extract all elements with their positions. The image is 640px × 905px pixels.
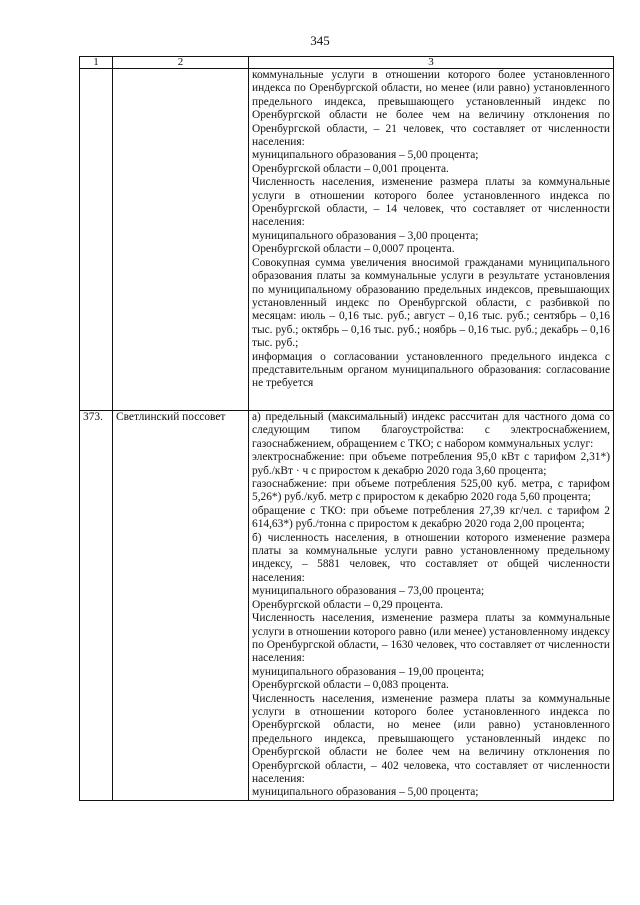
text-paragraph: б) численность населения, в отношении которого изменение размера платы за коммунальные услуги равно установленному предельному индексу, – 5881 человек, что составляет от общей численности населения: [252, 531, 610, 584]
row-number [80, 69, 113, 411]
table-header-row [80, 57, 614, 69]
text-paragraph: Численность населения, изменение размера платы за коммунальные услуги в отношении которого более установленного индекса по Оренбургской области, – 14 человек, что составляет от численности населения: [252, 176, 610, 229]
text-paragraph: Оренбургской области – 0,083 процента. [252, 679, 449, 692]
table-row [80, 69, 614, 411]
document-table [79, 56, 614, 801]
column-header-1: 1 [80, 57, 113, 69]
table-row [80, 411, 614, 801]
column-header-2: 2 [113, 57, 249, 69]
text-paragraph: Совокупная сумма увеличения вносимой гражданами муниципального образования платы за коммунальные услуги в результате установления по муниципальному образованию предельных индексов, превышающих установленный индекс по Оренбургской области, с разбивкой по месяцам: июль – 0,16 тыс. руб.; август – 0,16 тыс. руб.; сентябрь – 0,16 тыс. руб.; октябрь – 0,16 тыс. руб.; ноябрь – 0,16 тыс. руб.; декабрь – 0,16 тыс. руб.; [252, 256, 610, 350]
text-paragraph: коммунальные услуги в отношении которого более установленного индекса по Оренбургской области, но менее (или равно) установленного предельного индекса, превышающего установленный индекс по Оренбургской области не более чем на величину отклонения по Оренбургской области, – 21 человек, что составляет от численности населения: [252, 69, 610, 149]
text-paragraph: Численность населения, изменение размера платы за коммунальные услуги в отношении которого более установленного индекса по Оренбургской области, но менее (или равно) установленного предельного индекса, превышающего установленный индекс по Оренбургской области не более чем на величину отклонения по Оренбургской области, – 402 человека, что составляет от численности населения: [252, 692, 610, 785]
text-paragraph: муниципального образования – 19,00 процента; [252, 665, 485, 678]
text-paragraph: обращение с ТКО: при объеме потребления 27,39 кг/чел. с тарифом 2 614,63*) руб./тонна с приростом к декабрю 2020 года 2,00 процента; [252, 504, 610, 531]
municipality-name [113, 69, 249, 411]
text-paragraph: муниципального образования – 5,00 процента; [252, 149, 479, 162]
text-paragraph: Оренбургской области – 0,001 процента. [252, 162, 449, 175]
text-paragraph: газоснабжение: при объеме потребления 525,00 куб. метра, с тарифом 5,26*) руб./куб. метр с приростом к декабрю 2020 года 5,60 процента; [252, 478, 610, 504]
text-paragraph: Оренбургской области – 0,29 процента. [252, 598, 444, 611]
text-paragraph: электроснабжение: при объеме потребления 95,0 кВт с тарифом 2,31*) руб./кВт · ч с приростом к декабрю 2020 года 3,60 процента; [252, 451, 610, 477]
row-description [249, 411, 614, 801]
municipality-name: Светлинский поссовет [113, 411, 249, 801]
text-paragraph: муниципального образования – 73,00 процента; [252, 585, 485, 598]
text-paragraph: муниципального образования – 5,00 процента; [252, 786, 479, 799]
column-header-3: 3 [249, 57, 614, 69]
row-number: 373. [80, 411, 113, 801]
text-paragraph: Численность населения, изменение размера платы за коммунальные услуги в отношении которого равно (или менее) установленному индексу по Оренбургской области, – 1630 человек, что составляет от численности населения: [252, 612, 610, 665]
text-paragraph: а) предельный (максимальный) индекс рассчитан для частного дома со следующим типом благоустройства: с электроснабжением, газоснабжением, обращением с ТКО; с набором коммунальных услуг: [252, 411, 610, 450]
page-number: 345 [310, 33, 330, 48]
row-description [249, 69, 614, 411]
text-paragraph: муниципального образования – 3,00 процента; [252, 229, 479, 242]
text-paragraph: Оренбургской области – 0,0007 процента. [252, 243, 455, 256]
text-paragraph: информация о согласовании установленного предельного индекса с представительным органом муниципального образования: согласование не требуется [252, 350, 610, 390]
